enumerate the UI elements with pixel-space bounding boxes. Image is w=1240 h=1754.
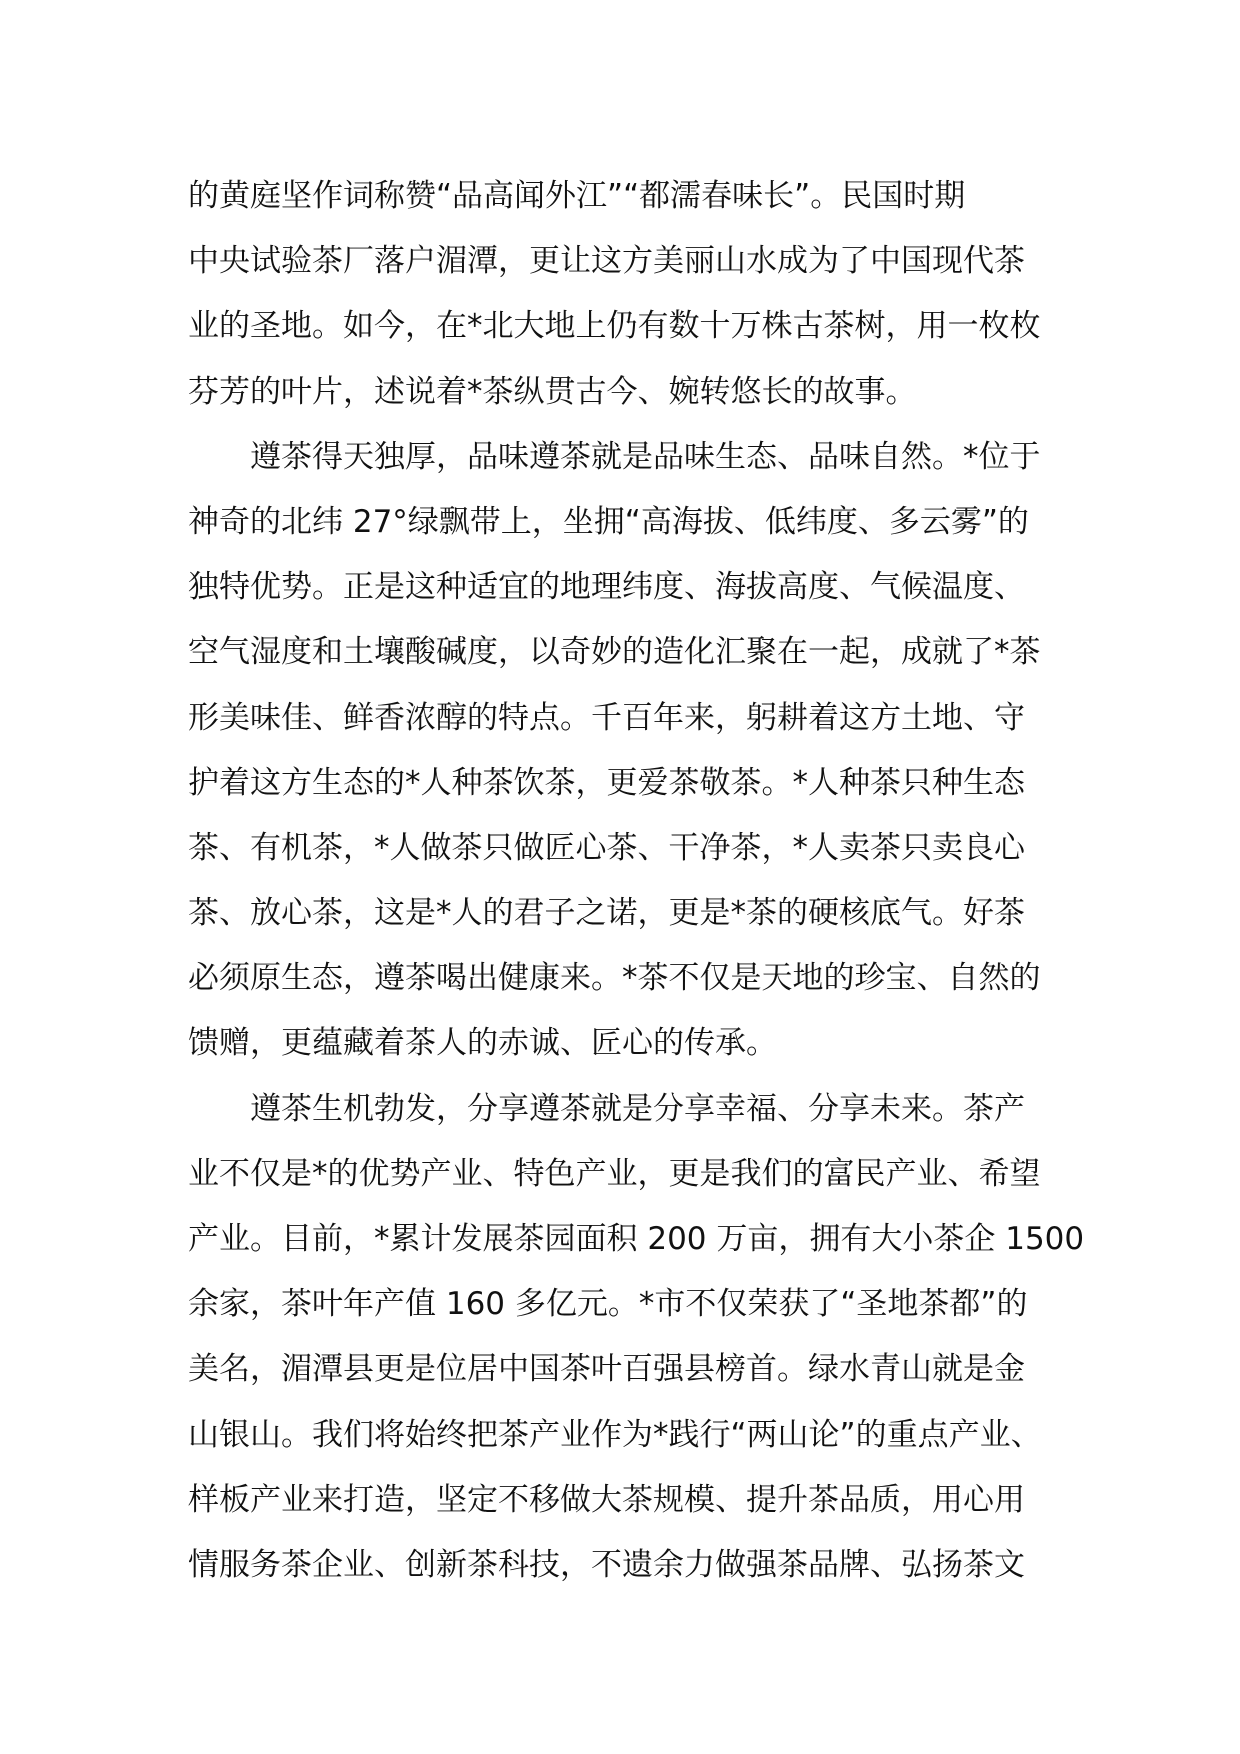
text-line: 山银山。我们将始终把茶产业作为*践行“两山论”的重点产业、	[188, 1416, 1042, 1453]
text-line: 业的圣地。如今，在*北大地上仍有数十万株古茶树，用一枚枚	[188, 308, 1041, 345]
text-line: 余家，茶叶年产值 160 多亿元。*市不仅荣获了“圣地茶都”的	[188, 1286, 1028, 1323]
text-line: 形美味佳、鲜香浓醇的特点。千百年来，躬耕着这方土地、守	[188, 699, 1025, 736]
paragraph-2	[188, 425, 1068, 1077]
paragraph-3	[188, 1077, 1085, 1599]
text-line: 美名，湄潭县更是位居中国茶叶百强县榜首。绿水青山就是金	[188, 1351, 1025, 1388]
text-line: 神奇的北纬 27°绿飘带上，坐拥“高海拔、低纬度、多云雾”的	[188, 503, 1029, 540]
text-line: 空气湿度和土壤酸碱度，以奇妙的造化汇聚在一起，成就了*茶	[188, 634, 1041, 671]
text-line: 芬芳的叶片，述说着*茶纵贯古今、婉转悠长的故事。	[188, 373, 917, 410]
text-line: 遵茶生机勃发，分享遵茶就是分享幸福、分享未来。茶产	[250, 1090, 1025, 1127]
document-body	[188, 164, 1085, 1598]
text-line: 的黄庭坚作词称赞“品高闻外江”“都濡春味长”。民国时期	[188, 178, 966, 214]
text-line: 茶、放心茶，这是*人的君子之诺，更是*茶的硬核底气。好茶	[188, 895, 1025, 932]
text-line: 馈赠，更蕴藏着茶人的赤诚、匠心的传承。	[188, 1025, 777, 1062]
text-line: 产业。目前，*累计发展茶园面积 200 万亩，拥有大小茶企 1500	[188, 1221, 1085, 1257]
text-line: 独特优势。正是这种适宜的地理纬度、海拔高度、气候温度、	[188, 569, 1025, 606]
text-line: 茶、有机茶，*人做茶只做匠心茶、干净茶，*人卖茶只卖良心	[188, 829, 1025, 866]
text-line: 护着这方生态的*人种茶饮茶，更爱茶敬茶。*人种茶只种生态	[188, 764, 1025, 801]
text-line: 业不仅是*的优势产业、特色产业，更是我们的富民产业、希望	[188, 1155, 1041, 1192]
text-line: 情服务茶企业、创新茶科技，不遗余力做强茶品牌、弘扬茶文	[188, 1546, 1025, 1583]
text-line: 样板产业来打造，坚定不移做大茶规模、提升茶品质，用心用	[188, 1481, 1025, 1518]
text-line: 遵茶得天独厚，品味遵茶就是品味生态、品味自然。*位于	[250, 438, 1041, 475]
text-line: 中央试验茶厂落户湄潭，更让这方美丽山水成为了中国现代茶	[188, 243, 1025, 280]
paragraph-1	[188, 164, 1068, 425]
text-line: 必须原生态，遵茶喝出健康来。*茶不仅是天地的珍宝、自然的	[188, 960, 1041, 997]
